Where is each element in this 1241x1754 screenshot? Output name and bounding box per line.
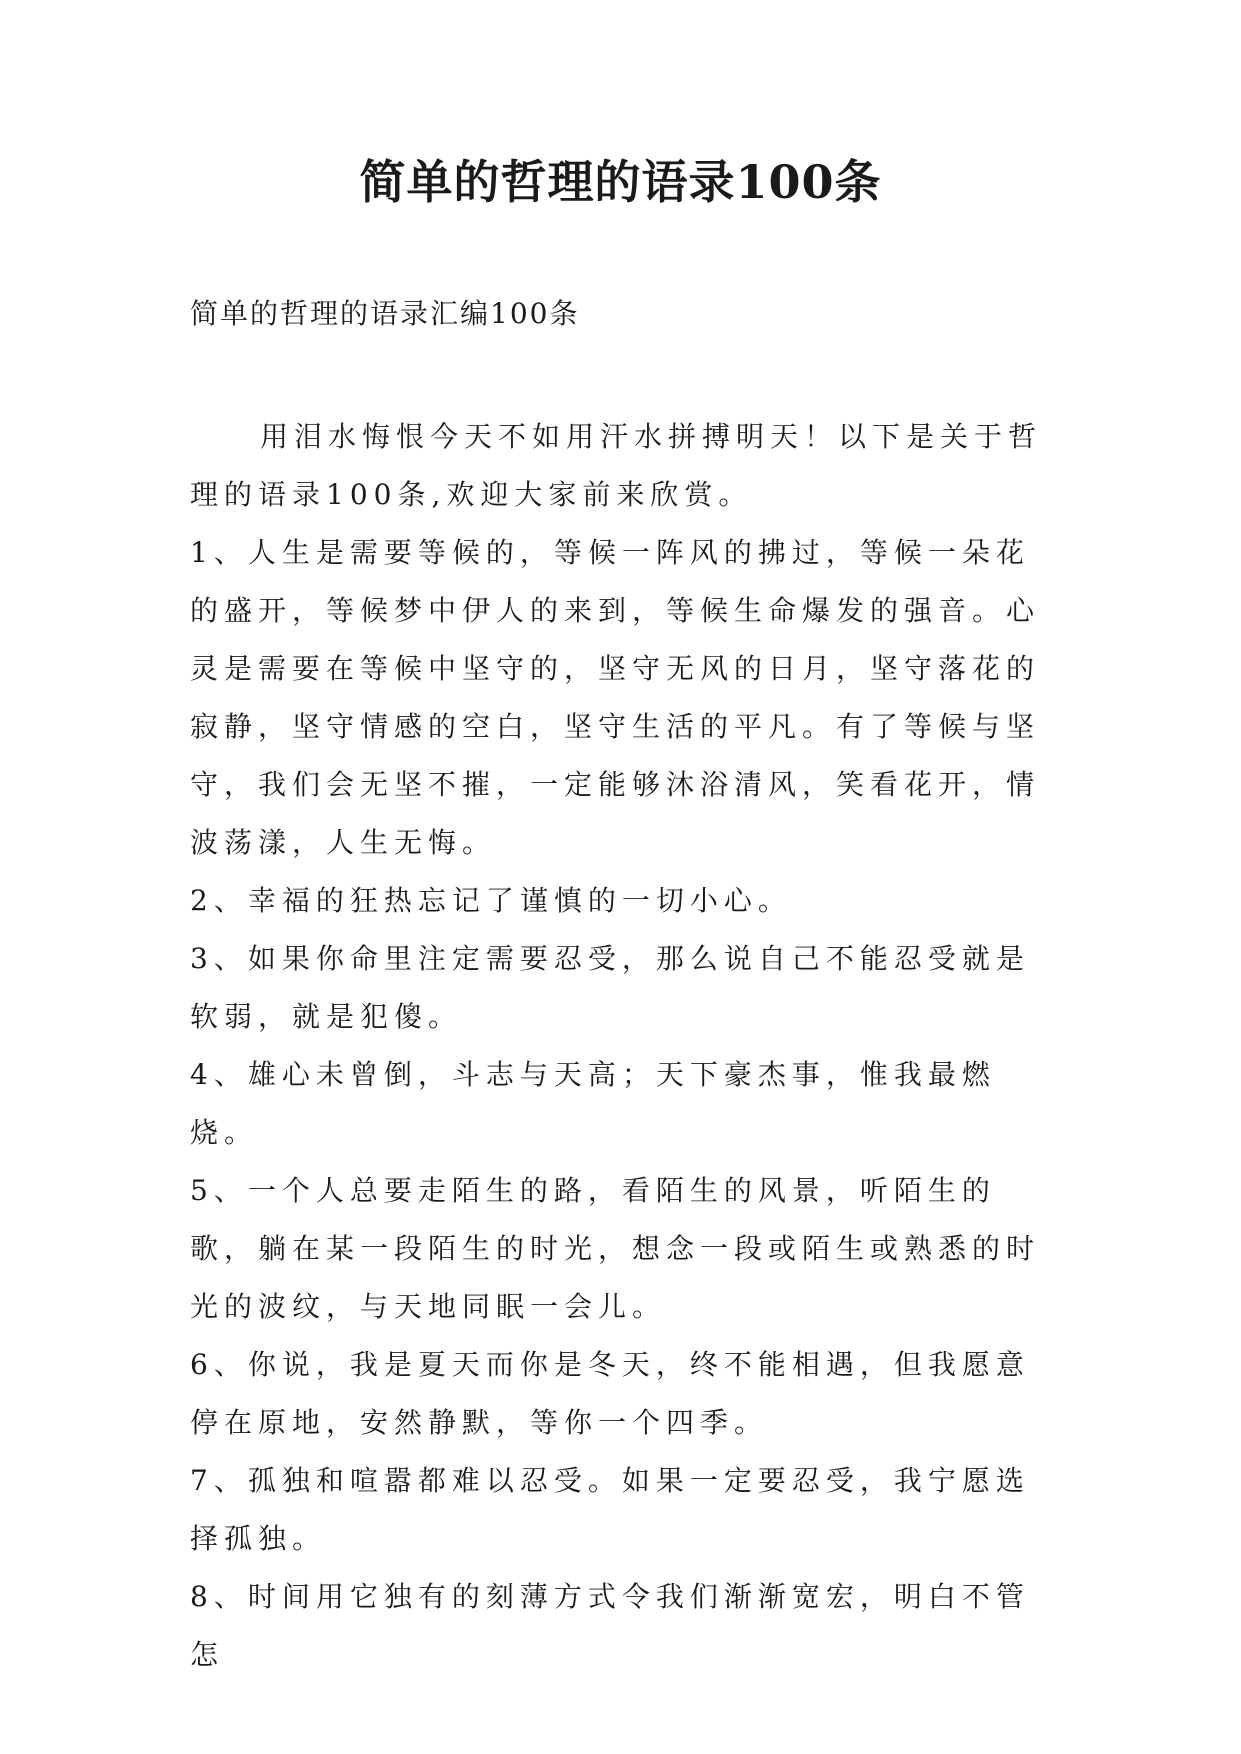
quote-item-2: 2、幸福的狂热忘记了谨慎的一切小心。: [190, 884, 792, 917]
document-body: [190, 408, 1058, 1684]
quote-item-7: 7、孤独和喧嚣都难以忍受。如果一定要忍受，我宁愿选择孤独。: [190, 1464, 1030, 1555]
document-subtitle: 简单的哲理的语录汇编100条: [190, 297, 580, 330]
quote-item-8: 8、时间用它独有的刻薄方式令我们渐渐宽宏，明白不管怎: [190, 1580, 1030, 1671]
quote-item-1: 1、人生是需要等候的，等候一阵风的拂过，等候一朵花的盛开，等候梦中伊人的来到，等候生命爆发的强音。心灵是需要在等候中坚守的，坚守无风的日月，坚守落花的寂静，坚守情感的空白，坚守生活的平凡。有了等候与坚守，我们会无坚不摧，一定能够沐浴清风，笑看花开，情波荡漾，人生无悔。: [190, 536, 1041, 859]
quote-item-4: 4、雄心未曾倒，斗志与天高；天下豪杰事，惟我最燃烧。: [190, 1058, 996, 1149]
quote-item-6: 6、你说，我是夏天而你是冬天，终不能相遇，但我愿意停在原地，安然静默，等你一个四季。: [190, 1348, 1030, 1439]
quote-item-3: 3、如果你命里注定需要忍受，那么说自己不能忍受就是软弱，就是犯傻。: [190, 942, 1030, 1033]
quote-item-5: 5、一个人总要走陌生的路，看陌生的风景，听陌生的歌，躺在某一段陌生的时光，想念一段或陌生或熟悉的时光的波纹，与天地同眠一会儿。: [190, 1174, 1041, 1323]
intro-paragraph: 用泪水悔恨今天不如用汗水拼搏明天！以下是关于哲理的语录100条,欢迎大家前来欣赏。: [190, 420, 1043, 511]
document-title: 简单的哲理的语录100条: [359, 155, 882, 209]
